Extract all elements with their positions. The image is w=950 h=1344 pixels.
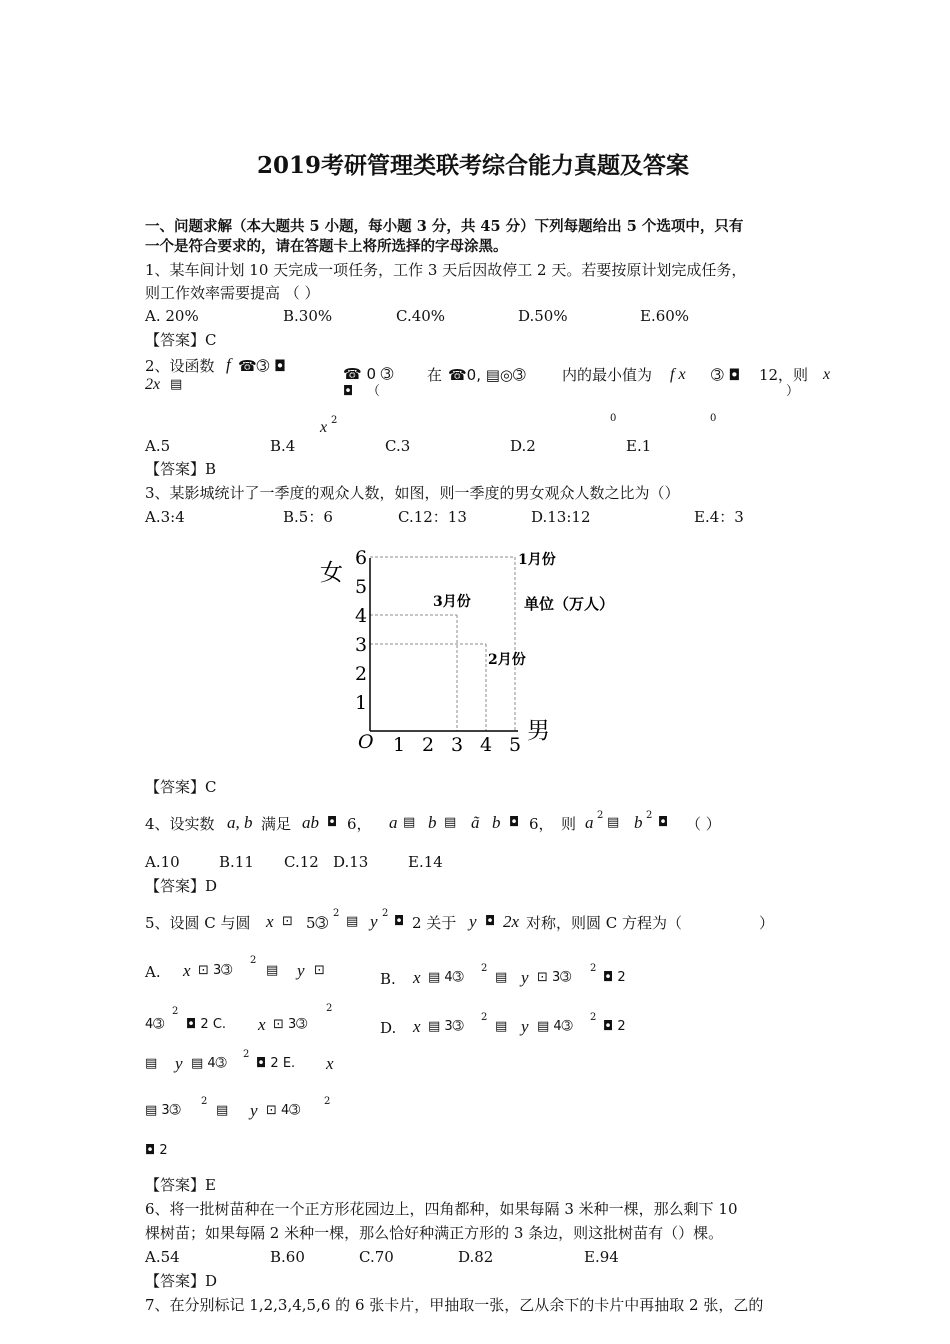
q4-six-1: 6， bbox=[347, 815, 372, 833]
q5-option-d-end: ◘ 2 bbox=[603, 1019, 626, 1034]
q2-x-end: x bbox=[823, 366, 831, 383]
month-label: 3月份 bbox=[433, 594, 471, 610]
q5-option-d-g3: ▤ 4➂ bbox=[537, 1019, 573, 1034]
q6-option-d: D.82 bbox=[458, 1248, 494, 1266]
q4-glyph-6: ◘ bbox=[658, 815, 669, 830]
q5-line5-g: ▤ 3➂ bbox=[145, 1103, 181, 1118]
q4-a-squared: a bbox=[585, 813, 594, 832]
q5-option-d-sup-1: 2 bbox=[481, 1012, 488, 1023]
q5-option-d-x: x bbox=[413, 1017, 421, 1036]
y-tick-label: 6 bbox=[355, 547, 368, 569]
q2-glyph-a: ☎➂ ◘ bbox=[238, 357, 286, 375]
q2-glyph-e: ➂ ◘ bbox=[711, 366, 741, 384]
q2-option-a: A.5 bbox=[145, 437, 171, 455]
q2-glyph-d: ☎0, ▤◎➂ bbox=[448, 366, 526, 384]
q4-glyph-3: ▤ bbox=[444, 815, 457, 830]
q5-option-a-g3: ⊡ bbox=[314, 963, 325, 978]
q2-f: f bbox=[226, 355, 231, 374]
q4-b-squared: b bbox=[634, 813, 643, 832]
q5-glyph-4: ◘ bbox=[485, 914, 496, 929]
q5-option-b-g3: ⊡ 3➂ bbox=[537, 970, 572, 985]
q4-six-2: 6， bbox=[529, 815, 554, 833]
q4-glyph-1: ◘ bbox=[327, 815, 338, 830]
section-heading-line1: 一、问题求解（本大题共 5 小题，每小题 3 分，共 45 分）下列每题给出 5 个选项中，只有 bbox=[145, 218, 744, 235]
q2-fx: f x bbox=[670, 366, 686, 383]
q1-option-a: A. 20% bbox=[145, 307, 199, 325]
q5-line3-g: ⊡ 3➂ bbox=[273, 1017, 308, 1032]
q5-x: x bbox=[266, 912, 274, 931]
q2-two-x: 2x bbox=[145, 376, 161, 393]
q5-stem-prefix: 5、设圆 C 与圆 bbox=[145, 914, 251, 932]
q5-option-a-label: A. bbox=[145, 963, 161, 981]
q4-a: a bbox=[389, 813, 398, 832]
q7-stem-line1: 7、在分别标记 1,2,3,4,5,6 的 6 张卡片，甲抽取一张，乙从余下的卡片中再抽取 2 张，乙的 bbox=[145, 1296, 764, 1314]
q2-glyph-b: ▤ bbox=[170, 377, 183, 392]
q4-satisfy: 满足 bbox=[261, 815, 292, 833]
q5-line4-g: ▤ bbox=[145, 1056, 158, 1071]
q2-paren-close: ） bbox=[786, 384, 800, 399]
q5-paren-close: ） bbox=[759, 914, 775, 932]
q5-option-a-sup: 2 bbox=[250, 955, 257, 966]
q4-glyph-4: ◘ bbox=[509, 815, 520, 830]
q3-option-e: E.4：3 bbox=[694, 508, 744, 526]
y-tick-label: 2 bbox=[355, 663, 368, 685]
q4-option-c: C.12 bbox=[284, 853, 319, 871]
q5-glyph-3: ◘ bbox=[394, 914, 405, 929]
q4-a-tilde: ã bbox=[471, 813, 480, 832]
q3-option-c: C.12：13 bbox=[398, 508, 467, 526]
q5-option-a-g: ⊡ 3➂ bbox=[198, 963, 233, 978]
q2-answer: 【答案】B bbox=[145, 460, 217, 478]
q6-stem-line1: 6、将一批树苗种在一个正方形花园边上，四角都种，如果每隔 3 米种一棵，那么剩下 10 bbox=[145, 1200, 738, 1218]
section-heading-line2: 一个是符合要求的，请在答题卡上将所选择的字母涂黑。 bbox=[145, 238, 508, 255]
q5-option-b-x: x bbox=[413, 968, 421, 987]
x-axis-label: 男 bbox=[527, 718, 550, 744]
q5-glyph-2: ▤ bbox=[346, 914, 359, 929]
q3-option-a: A.3:4 bbox=[145, 508, 185, 526]
q5-line6: ◘ 2 bbox=[145, 1143, 168, 1158]
y-axis-label: 女 bbox=[320, 560, 343, 586]
q4-option-a: A.10 bbox=[145, 853, 180, 871]
q5-option-b-end: ◘ 2 bbox=[603, 970, 626, 985]
q6-option-c: C.70 bbox=[359, 1248, 394, 1266]
q4-sup-b: 2 bbox=[646, 810, 653, 821]
q4-ab: a, b bbox=[227, 813, 253, 832]
q5-line3-sup-1: 2 bbox=[172, 1006, 179, 1017]
q3-option-d: D.13:12 bbox=[531, 508, 591, 526]
q5-sup-2: 2 bbox=[382, 908, 389, 919]
q4-stem-prefix: 4、设实数 bbox=[145, 815, 215, 833]
q6-option-a: A.54 bbox=[145, 1248, 180, 1266]
q4-option-b: B.11 bbox=[219, 853, 254, 871]
month-label: 1月份 bbox=[518, 552, 556, 568]
x-tick-label: 1 bbox=[393, 734, 406, 756]
q2-x-squared: x bbox=[320, 419, 328, 436]
q4-option-e: E.14 bbox=[408, 853, 443, 871]
q1-stem-line2: 则工作效率需要提高 （ ） bbox=[145, 284, 320, 302]
q4-sup-a: 2 bbox=[597, 810, 604, 821]
q5-line3-x: x bbox=[258, 1015, 266, 1034]
q5-option-b-g2: ▤ bbox=[495, 970, 508, 985]
q5-line3-a: 4➂ bbox=[145, 1017, 165, 1032]
q2-subscript-a: 0 bbox=[610, 413, 617, 424]
q1-option-b: B.30% bbox=[283, 307, 333, 325]
q2-twelve: 12 bbox=[759, 366, 779, 384]
q5-sup-1: 2 bbox=[333, 908, 340, 919]
q4-b: b bbox=[428, 813, 437, 832]
q5-two-x: 2x bbox=[503, 912, 520, 931]
q5-option-d-g2: ▤ bbox=[495, 1019, 508, 1034]
q2-paren-open: （ bbox=[367, 384, 381, 399]
q4-answer: 【答案】D bbox=[145, 877, 218, 895]
x-tick-label: 3 bbox=[451, 734, 464, 756]
y-tick-label: 3 bbox=[355, 634, 368, 656]
q5-line3-b: ◘ 2 C. bbox=[186, 1017, 227, 1032]
q4-glyph-5: ▤ bbox=[607, 815, 620, 830]
q5-line4-x: x bbox=[326, 1054, 334, 1073]
q5-five: 5➂ bbox=[306, 914, 329, 932]
q5-option-a-x: x bbox=[183, 961, 191, 980]
q5-option-d-g: ▤ 3➂ bbox=[428, 1019, 464, 1034]
q4-ab2: ab bbox=[302, 813, 319, 832]
q4-glyph-2: ▤ bbox=[403, 815, 416, 830]
q6-answer: 【答案】D bbox=[145, 1272, 218, 1290]
q1-answer: 【答案】C bbox=[145, 331, 217, 349]
month-label: 2月份 bbox=[488, 652, 526, 668]
q5-line5-g2: ▤ bbox=[216, 1103, 229, 1118]
q5-option-d-sup-2: 2 bbox=[590, 1012, 597, 1023]
q5-y2: y bbox=[469, 912, 477, 931]
q5-answer: 【答案】E bbox=[145, 1176, 216, 1194]
q4-paren: （ ） bbox=[686, 815, 721, 833]
q6-stem-line2: 棵树苗；如果每隔 2 米种一棵，那么恰好种满正方形的 3 条边，则这批树苗有（）棵。 bbox=[145, 1224, 724, 1242]
q1-option-d: D.50% bbox=[518, 307, 568, 325]
q5-line3-sup-2: 2 bbox=[326, 1003, 333, 1014]
q2-option-c: C.3 bbox=[385, 437, 411, 455]
q5-option-a-y: y bbox=[297, 961, 305, 980]
page-title: 2019考研管理类联考综合能力真题及答案 bbox=[257, 152, 690, 179]
q2-in-text: 在 bbox=[427, 366, 443, 384]
q5-tail2: 对称，则圆 C 方程为（ bbox=[526, 914, 683, 932]
q2-glyph-f: ◘ bbox=[343, 384, 354, 399]
q4-option-d: D.13 bbox=[333, 853, 369, 871]
q3-answer: 【答案】C bbox=[145, 778, 217, 796]
q5-option-b-y: y bbox=[521, 968, 529, 987]
y-tick-label: 5 bbox=[355, 576, 368, 598]
q2-option-e: E.1 bbox=[626, 437, 652, 455]
q5-glyph-1: ⊡ bbox=[282, 914, 293, 929]
q5-option-d-label: D. bbox=[380, 1019, 397, 1037]
q5-line4-g2: ▤ 4➂ bbox=[191, 1056, 227, 1071]
x-tick-label: 5 bbox=[509, 734, 522, 756]
x-tick-label: 4 bbox=[480, 734, 493, 756]
q5-line5-sup-1: 2 bbox=[201, 1096, 208, 1107]
q2-then-text: ，则 bbox=[778, 366, 809, 384]
q5-line5-g3: ⊡ 4➂ bbox=[266, 1103, 301, 1118]
q5-line4-sup: 2 bbox=[243, 1049, 250, 1060]
q6-option-b: B.60 bbox=[270, 1248, 305, 1266]
q3-option-b: B.5：6 bbox=[283, 508, 333, 526]
q5-option-b-sup-1: 2 bbox=[481, 963, 488, 974]
q5-line5-sup-2: 2 bbox=[324, 1096, 331, 1107]
q5-line4-e: ◘ 2 E. bbox=[256, 1056, 296, 1071]
origin-label: O bbox=[358, 731, 374, 753]
q5-option-a-g2: ▤ bbox=[266, 963, 279, 978]
q5-option-d-y: y bbox=[521, 1017, 529, 1036]
q4-then: 则 bbox=[561, 815, 577, 833]
q1-stem-line1: 1、某车间计划 10 天完成一项任务，工作 3 天后因故停工 2 天。若要按原计划完成任务， bbox=[145, 261, 747, 279]
q1-option-c: C.40% bbox=[396, 307, 446, 325]
q5-line5-y: y bbox=[250, 1101, 258, 1120]
y-tick-label: 4 bbox=[355, 605, 368, 627]
q5-tail: 2 关于 bbox=[412, 914, 457, 932]
q5-option-b-sup-2: 2 bbox=[590, 963, 597, 974]
q6-option-e: E.94 bbox=[584, 1248, 619, 1266]
q2-subscript-b: 0 bbox=[710, 413, 717, 424]
q2-option-d: D.2 bbox=[510, 437, 536, 455]
q2-glyph-c: ☎ 0 ➂ bbox=[343, 365, 394, 383]
q1-option-e: E.60% bbox=[640, 307, 690, 325]
x-tick-label: 2 bbox=[422, 734, 435, 756]
q5-y: y bbox=[370, 912, 378, 931]
q5-option-b-label: B. bbox=[380, 970, 396, 988]
y-tick-label: 1 bbox=[355, 692, 368, 714]
q5-option-b-g: ▤ 4➂ bbox=[428, 970, 464, 985]
q4-b2: b bbox=[492, 813, 501, 832]
q5-line4-y: y bbox=[175, 1054, 183, 1073]
unit-label: 单位（万人） bbox=[524, 595, 615, 613]
q2-option-b: B.4 bbox=[270, 437, 296, 455]
q3-stem: 3、某影城统计了一季度的观众人数，如图，则一季度的男女观众人数之比为（） bbox=[145, 484, 680, 502]
q2-stem-prefix: 2、设函数 bbox=[145, 357, 215, 375]
q2-min-text: 内的最小值为 bbox=[562, 366, 653, 384]
q2-superscript: 2 bbox=[331, 415, 338, 426]
